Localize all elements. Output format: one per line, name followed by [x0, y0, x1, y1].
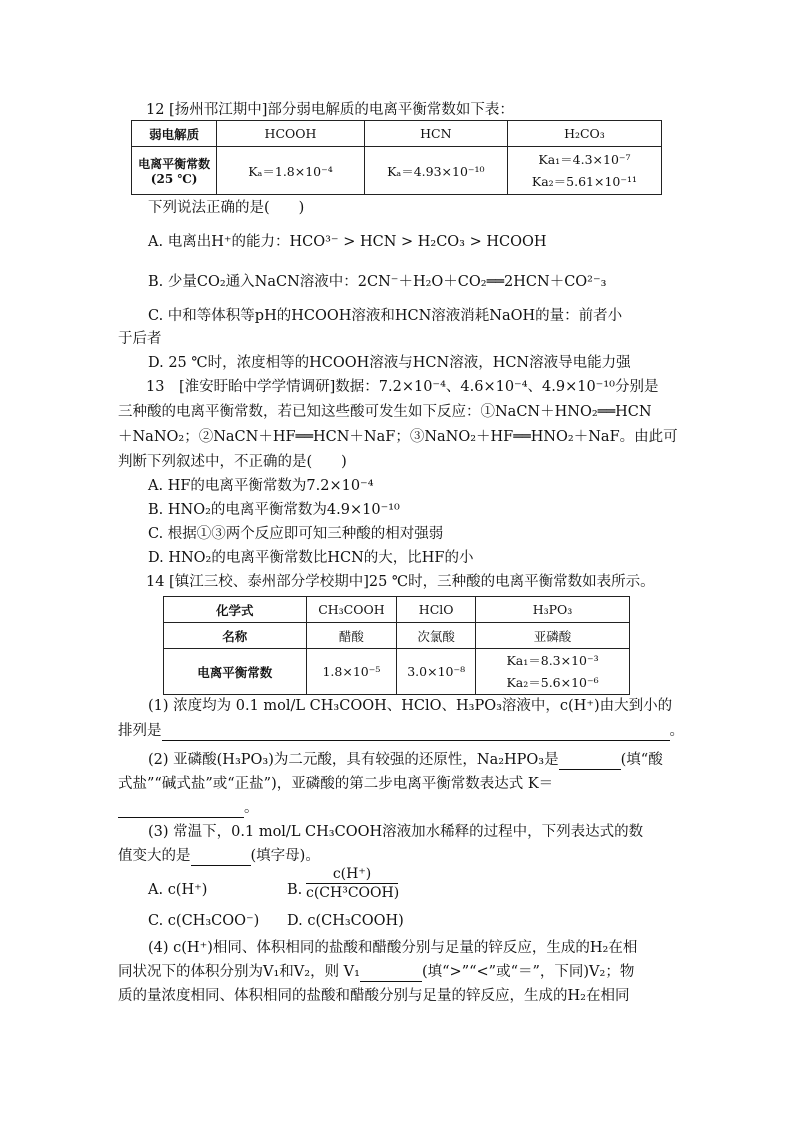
q14-name-h3po3: 亚磷酸 — [476, 623, 630, 649]
q12-option-a: A. 电离出H⁺的能力：HCO³⁻ > HCN > H₂CO₃ > HCOOH — [148, 234, 547, 250]
q12-header-hcn: HCN — [364, 121, 507, 147]
q12-h2co3-ka2: Ka₂＝5.61×10⁻¹¹ — [531, 173, 638, 189]
q14-part4-line3: 质的量浓度相同、体积相同的盐酸和醋酸分别与足量的锌反应，生成的H₂在相同 — [118, 988, 630, 1004]
q14-name-acetic: 醋酸 — [306, 623, 397, 649]
q14-part2-text2: (填“酸 — [620, 752, 663, 768]
q14-part2-text1: (2) 亚磷酸(H₃PO₃)为二元酸，具有较强的还原性，Na₂HPO₃是 — [148, 752, 559, 768]
q13-option-d: D. HNO₂的电离平衡常数比HCN的大，比HF的小 — [148, 550, 474, 566]
q14-header-formula: 化学式 — [164, 597, 307, 623]
q13-line4: 判断下列叙述中，不正确的是( ) — [118, 454, 347, 470]
q14-part4-text2: (填“>”“<”或“＝”，下同)V₂；物 — [421, 964, 635, 980]
q14-part3-text1: 值变大的是 — [118, 848, 191, 864]
q14-part1-label: 排列是 — [118, 723, 162, 739]
q12-option-b: B. 少量CO₂通入NaCN溶液中：2CN⁻＋H₂O＋CO₂══2HCN＋CO²⁻₃ — [148, 274, 607, 290]
q13-line1: 13 [淮安盱眙中学学情调研]数据：7.2×10⁻⁴、4.6×10⁻⁴、4.9×10⁻¹⁰分别是 — [146, 379, 659, 395]
q13-option-c: C. 根据①③两个反应即可知三种酸的相对强弱 — [148, 526, 444, 542]
q14-part3-option-b-fraction — [306, 866, 398, 901]
q14-part3-option-b-numerator: c(H⁺) — [332, 866, 372, 882]
q14-formula-acetic: CH₃COOH — [306, 597, 397, 623]
q14-formula-hclo: HClO — [397, 597, 476, 623]
q14-part3-option-c: C. c(CH₃COO⁻) — [148, 913, 260, 929]
q14-part2-salt-blank[interactable] — [559, 755, 621, 770]
q13-line3: ＋NaNO₂；②NaCN＋HF══HCN＋NaF；③NaNO₂＋HF══HNO₂＋NaF。由此可 — [118, 429, 678, 445]
q14-part1-line2 — [118, 721, 684, 741]
q14-part2-line2: 式盐”“碱式盐”或“正盐”)，亚磷酸的第二步电离平衡常数表达式 K＝ — [118, 776, 554, 792]
q14-k-acetic: 1.8×10⁻⁵ — [306, 649, 397, 695]
q12-cell-hcn: Kₐ＝4.93×10⁻¹⁰ — [364, 147, 507, 195]
q14-header-k: 电离平衡常数 — [164, 649, 307, 695]
q12-stem: 12 [扬州邗江期中]部分弱电解质的电离平衡常数如下表： — [146, 102, 514, 118]
q14-header-name: 名称 — [164, 623, 307, 649]
q14-k-h3po3-ka1: Ka₁＝8.3×10⁻³ — [506, 652, 599, 668]
q14-part4-answer-blank[interactable] — [360, 967, 422, 982]
q12-h2co3-ka1: Ka₁＝4.3×10⁻⁷ — [538, 151, 631, 167]
q12-option-d: D. 25 ℃时，浓度相等的HCOOH溶液与HCN溶液，HCN溶液导电能力强 — [148, 355, 631, 371]
q14-name-hclo: 次氯酸 — [397, 623, 476, 649]
q14-part4-line2 — [118, 962, 678, 982]
q14-part2-period: 。 — [244, 800, 259, 816]
q13-option-b: B. HNO₂的电离平衡常数为4.9×10⁻¹⁰ — [148, 502, 400, 518]
q14-formula-h3po3: H₃PO₃ — [476, 597, 630, 623]
q12-table — [131, 120, 662, 195]
q14-part2-line1 — [148, 750, 708, 770]
q14-part4-text1: 同状况下的体积分别为V₁和V₂，则 V₁ — [118, 964, 360, 980]
q14-part3-answer-blank[interactable] — [191, 851, 251, 866]
fraction-bar — [306, 883, 398, 884]
q14-part3-text2: (填字母)。 — [250, 848, 320, 864]
q14-part4-line1: (4) c(H⁺)相同、体积相同的盐酸和醋酸分别与足量的锌反应，生成的H₂在相 — [148, 940, 638, 956]
q12-option-c-line1: C. 中和等体积等pH的HCOOH溶液和HCN溶液消耗NaOH的量：前者小 — [148, 308, 623, 324]
q14-part3-line1: (3) 常温下，0.1 mol/L CH₃COOH溶液加水稀释的过程中，下列表达式的数 — [148, 824, 644, 840]
q14-part3-option-b-label: B. — [287, 882, 303, 898]
q14-part3-line2 — [118, 846, 678, 866]
q12-row-label: 电离平衡常数(25 ℃) — [132, 147, 217, 195]
q12-header-electrolyte: 弱电解质 — [132, 121, 217, 147]
q13-option-a: A. HF的电离平衡常数为7.2×10⁻⁴ — [148, 478, 374, 494]
q12-cell-h2co3 — [507, 147, 661, 195]
q14-part3-option-a: A. c(H⁺) — [148, 882, 208, 898]
q12-header-hcooh: HCOOH — [217, 121, 365, 147]
q14-k-h3po3-ka2: Ka₂＝5.6×10⁻⁶ — [506, 674, 599, 690]
q14-stem: 14 [镇江三校、泰州部分学校期中]25 ℃时，三种酸的电离平衡常数如表所示。 — [146, 574, 655, 590]
q14-part3-option-d: D. c(CH₃COOH) — [287, 913, 404, 929]
q12-option-c-line2: 于后者 — [118, 331, 162, 347]
q13-line2: 三种酸的电离平衡常数，若已知这些酸可发生如下反应：①NaCN＋HNO₂══HCN — [118, 404, 652, 420]
q14-part2-k-blank[interactable] — [118, 803, 244, 818]
q14-part2-line3 — [118, 798, 678, 818]
q14-part1-line1: (1) 浓度均为 0.1 mol/L CH₃COOH、HClO、H₃PO₃溶液中，c(H⁺)由大到小的 — [148, 698, 673, 714]
q12-header-h2co3: H₂CO₃ — [507, 121, 661, 147]
q14-k-h3po3 — [476, 649, 630, 695]
q12-cell-hcooh: Kₐ＝1.8×10⁻⁴ — [217, 147, 365, 195]
q14-table — [163, 596, 630, 695]
q12-question: 下列说法正确的是( ) — [148, 200, 305, 216]
q14-part1-answer-blank[interactable] — [162, 726, 670, 741]
q14-part3-option-b-denominator: c(CH³COOH) — [306, 885, 400, 901]
q14-k-hclo: 3.0×10⁻⁸ — [397, 649, 476, 695]
q14-part1-period: 。 — [669, 723, 684, 739]
